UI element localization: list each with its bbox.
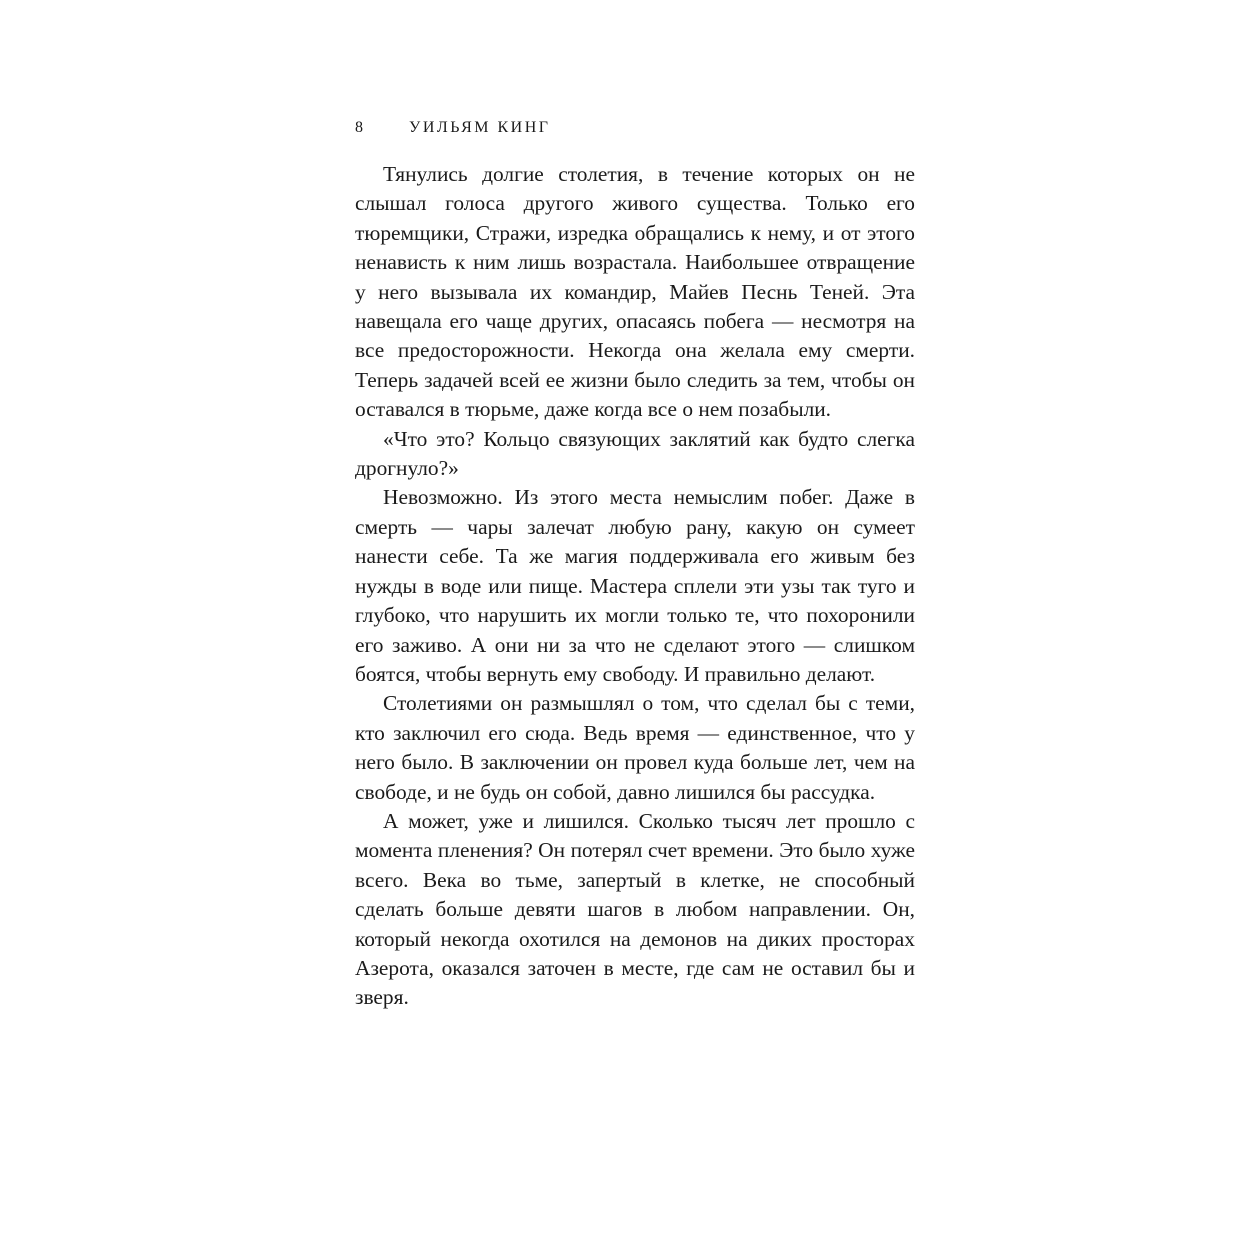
running-head	[355, 116, 915, 140]
paragraph: Невозможно. Из этого места немыслим побег. Даже в смерть — чары залечат любую рану, какую он сумеет нанести себе. Та же магия поддерживала его живым без нужды в воде или пище. Мастера сплели эти узы так туго и глубоко, что нарушить их могли только те, что похоронили его заживо. А они ни за что не сделают этого — слишком боятся, чтобы вернуть ему свободу. И правильно делают.	[355, 485, 915, 686]
body-text	[355, 160, 915, 1013]
paragraph: А может, уже и лишился. Сколько тысяч лет прошло с момента пленения? Он потерял счет времени. Это было хуже всего. Века во тьме, запертый в клетке, не способный сделать больше девяти шагов в любом направлении. Он, который некогда охотился на демонов на диких просторах Азерота, оказался заточен в месте, где сам не оставил бы и зверя.	[355, 808, 915, 1010]
paragraph: Столетиями он размышлял о том, что сделал бы с теми, кто заключил его сюда. Ведь время — единственное, что у него было. В заключении он провел куда больше лет, чем на свободе, и не будь он собой, давно лишился бы рассудка.	[355, 691, 915, 804]
paragraph: «Что это? Кольцо связующих заклятий как будто слегка дрогнуло?»	[355, 426, 915, 481]
paragraph: Тянулись долгие столетия, в течение которых он не слышал голоса другого живого существа. Только его тюремщики, Стражи, изредка обращались к нему, и от этого ненависть к ним лишь возрастала. Наибольшее отвращение у него вызывала их командир, Майев Песнь Теней. Эта навещала его чаще других, опасаясь побега — несмотря на все предосторожности. Некогда она желала ему смерти. Теперь задачей всей ее жизни было следить за тем, чтобы он оставался в тюрьме, даже когда все о нем позабыли.	[355, 162, 915, 422]
running-head-author: УИЛЬЯМ КИНГ	[409, 119, 551, 136]
page-number: 8	[355, 119, 363, 136]
